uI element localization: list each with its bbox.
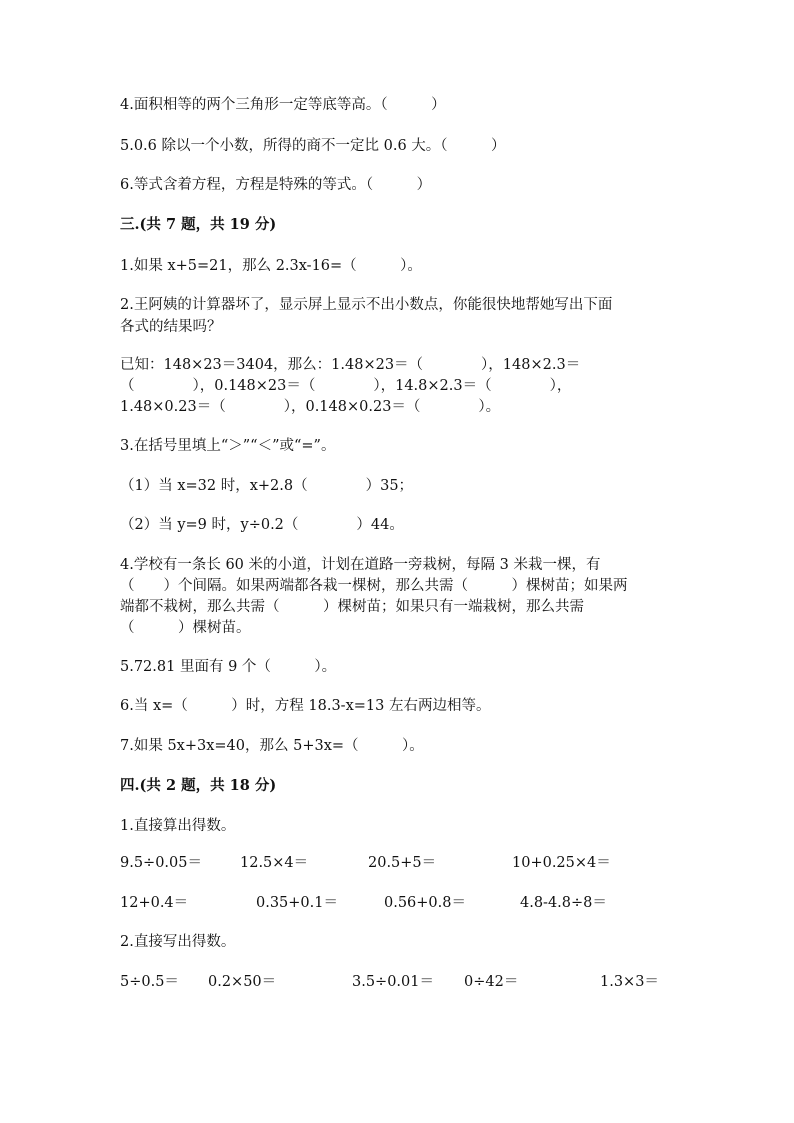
calc-expression: 20.5+5＝ bbox=[368, 855, 437, 871]
fill-in-question-6: 6.当 x=（ ）时，方程 18.3-x=13 左右两边相等。 bbox=[120, 698, 491, 714]
fill-in-question-2-line-4: （ ），0.148×23＝（ ），14.8×2.3＝（ ）， bbox=[120, 378, 572, 394]
fill-in-question-7: 7.如果 5x+3x=40，那么 5+3x=（ ）。 bbox=[120, 738, 424, 754]
calc-question-2-prompt: 2.直接写出得数。 bbox=[120, 934, 236, 950]
true-false-item-4: 4.面积相等的两个三角形一定等底等高。（ ） bbox=[120, 97, 446, 113]
true-false-item-6: 6.等式含着方程，方程是特殊的等式。（ ） bbox=[120, 177, 432, 193]
calc-expression: 4.8-4.8÷8＝ bbox=[520, 895, 607, 911]
calc-expression: 0.35+0.1＝ bbox=[256, 895, 338, 911]
calc-expression: 10+0.25×4＝ bbox=[512, 855, 611, 871]
section-3-heading: 三.(共 7 题，共 19 分) bbox=[120, 216, 277, 233]
calc-expression: 12+0.4＝ bbox=[120, 895, 189, 911]
fill-in-question-3-sub-2: （2）当 y=9 时，y÷0.2（ ）44。 bbox=[120, 517, 404, 533]
calc-expression: 0.56+0.8＝ bbox=[384, 895, 466, 911]
fill-in-question-5: 5.72.81 里面有 9 个（ ）。 bbox=[120, 659, 337, 675]
calc-expression: 3.5÷0.01＝ bbox=[352, 974, 434, 990]
calc-expression: 1.3×3＝ bbox=[600, 974, 659, 990]
fill-in-question-3-sub-1: （1）当 x=32 时，x+2.8（ ）35； bbox=[120, 478, 414, 494]
fill-in-question-4-line-2: （ ）个间隔。如果两端都各栽一棵树，那么共需（ ）棵树苗；如果两 bbox=[120, 578, 628, 594]
true-false-item-5: 5.0.6 除以一个小数，所得的商不一定比 0.6 大。（ ） bbox=[120, 138, 506, 154]
fill-in-question-3-prompt: 3.在括号里填上“＞”“＜”或“=”。 bbox=[120, 438, 336, 454]
fill-in-question-2-line-3: 已知：148×23＝3404，那么：1.48×23＝（ ），148×2.3＝ bbox=[120, 357, 581, 373]
calc-expression: 9.5÷0.05＝ bbox=[120, 855, 202, 871]
calc-question-1-prompt: 1.直接算出得数。 bbox=[120, 818, 236, 834]
fill-in-question-2-line-2: 各式的结果吗？ bbox=[120, 319, 222, 335]
section-4-heading: 四.(共 2 题，共 18 分) bbox=[120, 777, 277, 794]
fill-in-question-2-line-1: 2.王阿姨的计算器坏了，显示屏上显示不出小数点，你能很快地帮她写出下面 bbox=[120, 297, 613, 313]
fill-in-question-4-line-4: （ ）棵树苗。 bbox=[120, 620, 251, 636]
calc-expression: 5÷0.5＝ bbox=[120, 974, 179, 990]
fill-in-question-2-line-5: 1.48×0.23＝（ ），0.148×0.23＝（ ）。 bbox=[120, 399, 501, 415]
calc-expression: 12.5×4＝ bbox=[240, 855, 309, 871]
fill-in-question-4-line-3: 端都不栽树，那么共需（ ）棵树苗；如果只有一端栽树，那么共需 bbox=[120, 599, 584, 615]
calc-expression: 0÷42＝ bbox=[464, 974, 519, 990]
fill-in-question-1: 1.如果 x+5=21，那么 2.3x-16=（ ）。 bbox=[120, 258, 422, 274]
fill-in-question-4-line-1: 4.学校有一条长 60 米的小道，计划在道路一旁栽树，每隔 3 米栽一棵，有 bbox=[120, 557, 601, 573]
calc-expression: 0.2×50＝ bbox=[208, 974, 277, 990]
